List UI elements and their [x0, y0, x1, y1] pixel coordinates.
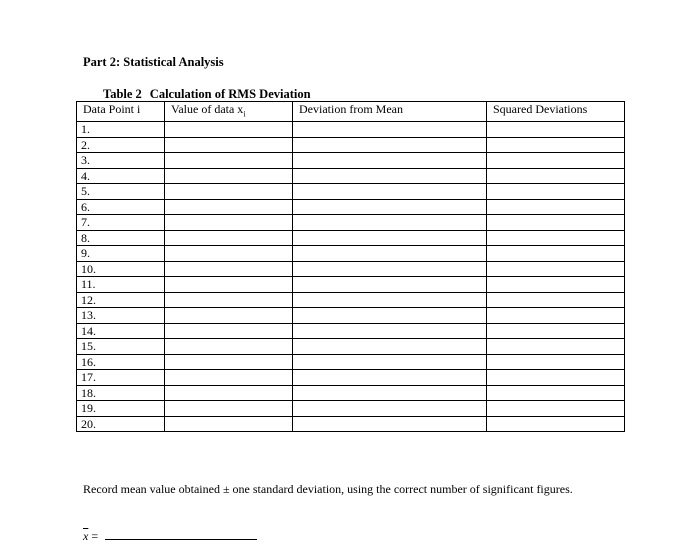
value-cell[interactable] — [165, 261, 293, 277]
squared-deviation-cell[interactable] — [487, 261, 625, 277]
value-cell[interactable] — [165, 230, 293, 246]
table-row — [77, 261, 625, 277]
deviation-cell[interactable] — [293, 354, 487, 370]
squared-deviation-cell[interactable] — [487, 370, 625, 386]
data-point-label: 15. — [77, 339, 165, 355]
value-cell[interactable] — [165, 323, 293, 339]
table-row — [77, 215, 625, 231]
equals-sign: = — [91, 529, 99, 543]
table-row — [77, 230, 625, 246]
data-point-label: 12. — [77, 292, 165, 308]
deviation-cell[interactable] — [293, 401, 487, 417]
deviation-cell[interactable] — [293, 184, 487, 200]
column-header-data-point: Data Point i — [77, 102, 165, 122]
deviation-cell[interactable] — [293, 292, 487, 308]
value-cell[interactable] — [165, 401, 293, 417]
value-cell[interactable] — [165, 354, 293, 370]
deviation-cell[interactable] — [293, 385, 487, 401]
table-row — [77, 199, 625, 215]
deviation-cell[interactable] — [293, 122, 487, 138]
table-row — [77, 339, 625, 355]
mean-symbol: $\overline{x}$ — [83, 529, 89, 543]
value-cell[interactable] — [165, 199, 293, 215]
table-row — [77, 401, 625, 417]
deviation-cell[interactable] — [293, 168, 487, 184]
deviation-cell[interactable] — [293, 215, 487, 231]
squared-deviation-cell[interactable] — [487, 137, 625, 153]
value-cell[interactable] — [165, 153, 293, 169]
value-cell[interactable] — [165, 122, 293, 138]
deviation-cell[interactable] — [293, 153, 487, 169]
table-row — [77, 292, 625, 308]
squared-deviation-cell[interactable] — [487, 339, 625, 355]
table-title: Calculation of RMS Deviation — [149, 87, 311, 101]
data-point-label: 18. — [77, 385, 165, 401]
table-row — [77, 308, 625, 324]
deviation-cell[interactable] — [293, 137, 487, 153]
value-cell[interactable] — [165, 246, 293, 262]
table-row — [77, 137, 625, 153]
table-row — [77, 370, 625, 386]
data-point-label: 9. — [77, 246, 165, 262]
column-header-squared-deviations: Squared Deviations — [487, 102, 625, 122]
deviation-cell[interactable] — [293, 261, 487, 277]
table-row — [77, 246, 625, 262]
data-point-label: 4. — [77, 168, 165, 184]
value-cell[interactable] — [165, 339, 293, 355]
instructions-text: Record mean value obtained ± one standard deviation, using the correct number of significant figures. — [83, 482, 573, 496]
data-point-label: 11. — [77, 277, 165, 293]
data-point-label: 3. — [77, 153, 165, 169]
value-cell[interactable] — [165, 137, 293, 153]
squared-deviation-cell[interactable] — [487, 354, 625, 370]
table-row — [77, 184, 625, 200]
table-row — [77, 385, 625, 401]
column-header-deviation-from-mean: Deviation from Mean — [293, 102, 487, 122]
table-body — [77, 122, 625, 432]
squared-deviation-cell[interactable] — [487, 416, 625, 432]
deviation-cell[interactable] — [293, 339, 487, 355]
squared-deviation-cell[interactable] — [487, 308, 625, 324]
squared-deviation-cell[interactable] — [487, 215, 625, 231]
squared-deviation-cell[interactable] — [487, 168, 625, 184]
data-point-label: 7. — [77, 215, 165, 231]
squared-deviation-cell[interactable] — [487, 199, 625, 215]
value-cell[interactable] — [165, 184, 293, 200]
value-cell[interactable] — [165, 385, 293, 401]
value-header-text: Value of data x — [171, 102, 244, 116]
mean-answer-line — [83, 527, 257, 543]
data-point-label: 16. — [77, 354, 165, 370]
data-point-label: 20. — [77, 416, 165, 432]
deviation-cell[interactable] — [293, 277, 487, 293]
data-point-label: 6. — [77, 199, 165, 215]
value-cell[interactable] — [165, 215, 293, 231]
value-cell[interactable] — [165, 168, 293, 184]
deviation-cell[interactable] — [293, 199, 487, 215]
mean-answer-blank[interactable] — [105, 527, 257, 540]
table-row — [77, 277, 625, 293]
data-point-label: 8. — [77, 230, 165, 246]
data-point-label: 5. — [77, 184, 165, 200]
data-point-label: 10. — [77, 261, 165, 277]
deviation-cell[interactable] — [293, 370, 487, 386]
squared-deviation-cell[interactable] — [487, 153, 625, 169]
squared-deviation-cell[interactable] — [487, 246, 625, 262]
data-point-label: 2. — [77, 137, 165, 153]
value-cell[interactable] — [165, 370, 293, 386]
table-caption — [103, 87, 311, 102]
squared-deviation-cell[interactable] — [487, 385, 625, 401]
squared-deviation-cell[interactable] — [487, 184, 625, 200]
table-label: Table 2 — [103, 87, 142, 101]
data-point-label: 19. — [77, 401, 165, 417]
table-row — [77, 153, 625, 169]
data-point-label: 17. — [77, 370, 165, 386]
squared-deviation-cell[interactable] — [487, 401, 625, 417]
data-point-label: 1. — [77, 122, 165, 138]
squared-deviation-cell[interactable] — [487, 323, 625, 339]
column-header-value-of-data — [165, 102, 293, 122]
squared-deviation-cell[interactable] — [487, 292, 625, 308]
rms-deviation-table — [76, 101, 625, 432]
value-cell[interactable] — [165, 277, 293, 293]
deviation-cell[interactable] — [293, 230, 487, 246]
value-cell[interactable] — [165, 292, 293, 308]
squared-deviation-cell[interactable] — [487, 230, 625, 246]
deviation-cell[interactable] — [293, 323, 487, 339]
value-cell[interactable] — [165, 416, 293, 432]
data-point-label: 13. — [77, 308, 165, 324]
squared-deviation-cell[interactable] — [487, 122, 625, 138]
table-row — [77, 354, 625, 370]
table-row — [77, 168, 625, 184]
deviation-cell[interactable] — [293, 246, 487, 262]
table-row — [77, 122, 625, 138]
data-point-label: 14. — [77, 323, 165, 339]
table-header-row — [77, 102, 625, 122]
table-row — [77, 323, 625, 339]
squared-deviation-cell[interactable] — [487, 277, 625, 293]
value-cell[interactable] — [165, 308, 293, 324]
deviation-cell[interactable] — [293, 308, 487, 324]
table-row — [77, 416, 625, 432]
value-header-subscript: i — [243, 109, 246, 119]
deviation-cell[interactable] — [293, 416, 487, 432]
part-heading: Part 2: Statistical Analysis — [83, 55, 224, 69]
